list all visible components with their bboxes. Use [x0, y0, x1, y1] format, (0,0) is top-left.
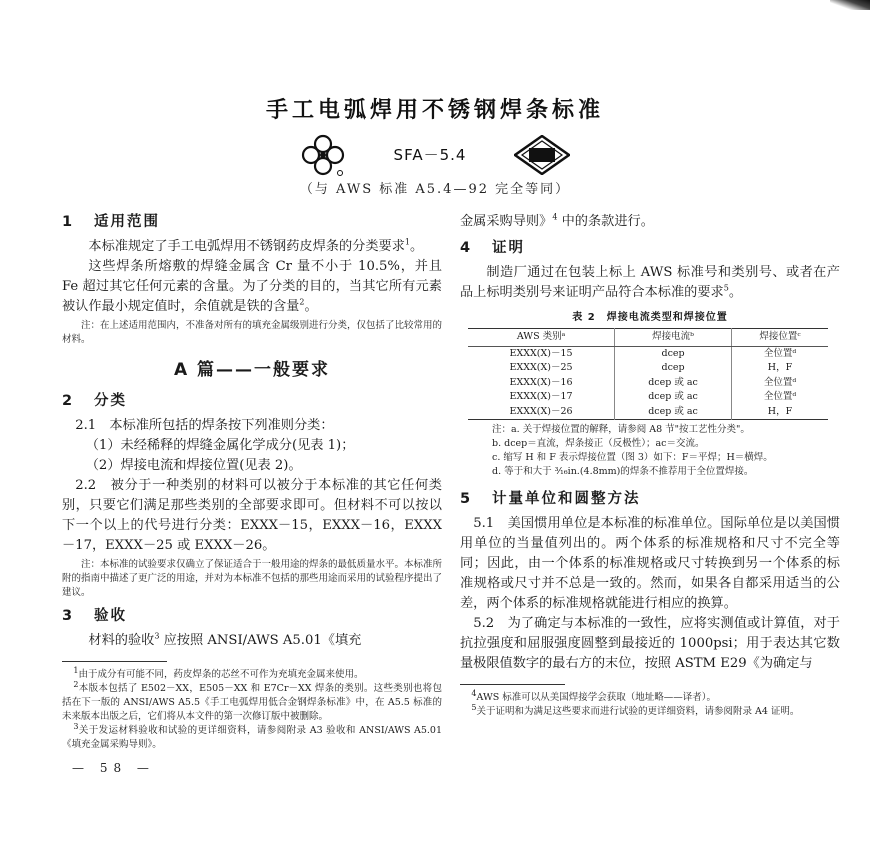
table-2-caption: 表 2 焊接电流类型和焊接位置	[572, 312, 728, 323]
footnote-1: $^1$由于成分有可能不同，药皮焊条的芯丝不可作为充填充金属来使用。	[73, 665, 364, 680]
section-1-paragraph-1: 本标准规定了手工电弧焊用不锈钢药皮焊条的分类要求$^1$。	[88, 237, 424, 254]
document-title: 手工电弧焊用不锈钢焊条标准	[265, 98, 604, 123]
scan-corner-shadow	[830, 0, 870, 10]
section-3-heading: 3 验收	[62, 608, 127, 624]
table-header-cell: 焊接电流ᵇ	[615, 329, 732, 347]
table-cell: EXXX(X)－16	[509, 376, 573, 388]
table-cell: dcep	[615, 361, 732, 376]
section-5-heading: 5 计量单位和圆整方法	[460, 491, 641, 507]
table-cell: H，F	[732, 361, 829, 376]
aws-logo-icon	[514, 135, 570, 175]
table-cell: dcep 或 ac	[615, 376, 732, 391]
clause-5-2: 5.2 为了确定与本标准的一致性，应将实测值或计算值，对于抗拉强度和屈服强度圆整到最接近的 1000psi；用于表达其它数量极限值数字的最右方的末位，按照 ASTM E29《为确定与	[460, 616, 840, 671]
table-note-d: d. 等于和大于 ³⁄₁₆in.(4.8mm)的焊条不推荐用于全位置焊接。	[492, 466, 754, 477]
footnote-rule	[62, 661, 167, 662]
table-cell: 全位置ᵈ	[732, 376, 829, 391]
table-note-c: c. 缩写 H 和 F 表示焊接位置（图 3）如下：F＝平焊；H＝横焊。	[492, 452, 773, 463]
table-row	[468, 405, 828, 420]
part-a-title: A 篇——一般要求	[173, 360, 331, 380]
asme-logo-icon	[300, 133, 346, 177]
standard-code: SFA－5.4	[393, 146, 467, 164]
page-number: — 58 —	[72, 761, 155, 775]
table-header-cell: 焊接位置ᶜ	[732, 329, 829, 347]
section-1-heading: 1 适用范围	[62, 214, 160, 230]
section-1-note: 注：在上述适用范围内，不准备对所有的填充金属级别进行分类，仅包括了比较常用的材料。	[62, 320, 443, 345]
table-cell: EXXX(X)－17	[509, 391, 573, 402]
section-2-heading: 2 分类	[62, 393, 127, 409]
table-cell: EXXX(X)－15	[509, 347, 573, 359]
footnote-3: $^3$关于发运材料验收和试验的更详细资料，请参阅附录 A3 验收和 ANSI/AWS A5.01《填充金属采购导则》。	[62, 721, 442, 750]
clause-5-1: 5.1 美国惯用单位是本标准的标准单位。国际单位是以美国惯用单位的当量值列出的。两个体系的标准规格和尺寸不完全等同；因此，由一个体系的标准规格或尺寸转换到另一个体系的标准规格或尺寸并不总是一致的。然而，如果各自都采用适当的公差，两个体系的标准规格就能进行相应的换算。	[460, 516, 840, 611]
left-column	[62, 212, 442, 776]
two-column-body	[62, 212, 840, 776]
section-3-continuation: 金属采购导则》$^4$ 中的条款进行。	[460, 212, 654, 229]
clause-2-1-item-1: （1）未经稀释的焊缝金属化学成分(见表 1)；	[85, 438, 355, 453]
table-cell: EXXX(X)－26	[509, 405, 573, 417]
section-4-paragraph: 制造厂通过在包装上标上 AWS 标准号和类别号、或者在产品上标明类别号来证明产品符合本标准的要求$^5$。	[460, 265, 840, 300]
table-row	[468, 376, 828, 391]
table-cell: dcep 或 ac	[615, 390, 732, 405]
table-cell: 全位置ᵈ	[732, 346, 829, 361]
table-cell: EXXX(X)－25	[509, 362, 573, 373]
table-note-b: b. dcep＝直流，焊条接正（反极性）；ac＝交流。	[492, 438, 705, 449]
table-2	[468, 328, 828, 420]
footnote-2: $^2$本版本包括了 E502－XX，E505－XX 和 E7Cr－XX 焊条的类别。这些类别也将包括在下一版的 ANSI/AWS A5.5《手工电弧焊用低合金钢焊条标准》中，在 A5.5 标准的未来版本出版之后，它们将从本文件的第一次修订版中被删除。	[62, 679, 442, 722]
table-row	[468, 346, 828, 361]
clause-2-1: 2.1 本标准所包括的焊条按下列准则分类：	[75, 418, 334, 433]
table-header-row	[468, 329, 828, 347]
section-2-note: 注：本标准的试验要求仅确立了保证适合于一般用途的焊条的最低质量水平。本标准所附的指南中描述了更广泛的用途，并对为本标准不包括的那些用途而采用的试验程序提出了建议。	[62, 559, 443, 598]
table-header-cell: AWS 类别ᵃ	[468, 329, 615, 347]
footnote-rule	[460, 684, 565, 685]
table-row	[468, 361, 828, 376]
table-note-a: 注：a. 关于焊接位置的解释，请参阅 A8 节"按工艺性分类"。	[492, 424, 750, 435]
table-cell: 全位置ᵈ	[732, 390, 829, 405]
footnote-4: $^4$AWS 标准可以从美国焊接学会获取（地址略——译者）。	[471, 688, 717, 703]
section-4-heading: 4 证明	[460, 240, 525, 256]
clause-2-1-item-2: （2）焊接电流和焊接位置(见表 2)。	[85, 458, 302, 473]
table-cell: H，F	[732, 405, 829, 420]
section-3-paragraph: 材料的验收$^3$ 应按照 ANSI/AWS A5.01《填充	[88, 631, 362, 648]
document-subtitle: （与 AWS 标准 A5.4—92 完全等同）	[299, 182, 571, 197]
footnote-5: $^5$关于证明和为满足这些要求而进行试验的更详细资料，请参阅附录 A4 证明。	[471, 702, 800, 717]
table-cell: dcep 或 ac	[615, 405, 732, 420]
logo-row	[0, 132, 870, 178]
clause-2-2: 2.2 被分于一种类别的材料可以被分于本标准的其它任何类别，只要它们满足那些类别的全部要求即可。但材料不可以按以下一个以上的代号进行分类：EXXX－15，EXXX－16，EXXX－17，EXXX－25 或 EXXX－26。	[62, 478, 442, 553]
table-2-notes	[492, 423, 840, 479]
table-row	[468, 390, 828, 405]
table-cell: dcep	[615, 346, 732, 361]
section-1-paragraph-2: 这些焊条所熔敷的焊缝金属含 Cr 量不小于 10.5%，并且 Fe 超过其它任何元素的含量。为了分类的目的，当其它所有元素被认作最小规定值时，余值就是铁的含量$^2$。	[62, 259, 442, 314]
right-column	[460, 212, 840, 719]
